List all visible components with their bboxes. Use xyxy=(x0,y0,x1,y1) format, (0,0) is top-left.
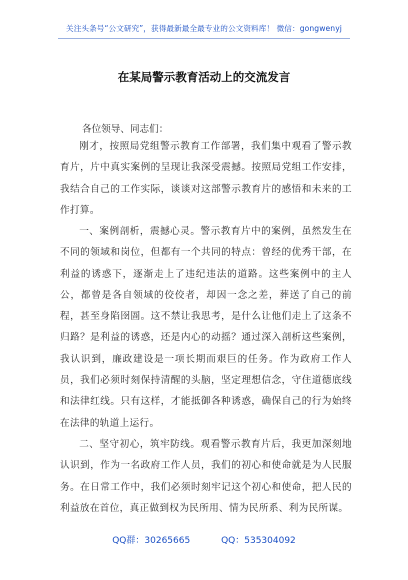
paragraph-section-two: 二、坚守初心，筑牢防线。观看警示教育片后，我更加深刻地认识到，作为一名政府工作人员，我们的初心和使命就是为人民服务。在日常工作中，我们必须时刻牢记这个初心和使命，把人民的利益放在首位，真正做到权为民所用、情为民所系、利为民所谋。 xyxy=(60,439,352,514)
header-banner: 关注头条号“公文研究”，获得最新最全最专业的公文资料库！ 微信：gongwenyj xyxy=(66,24,342,33)
paragraph-section-one: 一、案例剖析，震撼心灵。警示教育片中的案例，虽然发生在不同的领域和岗位，但都有一个共同的特点：曾经的优秀干部，在利益的诱惑下，逐渐走上了违纪违法的道路。这些案例中的主人公，都曾是各自领域的佼佼者，却因一念之差，葬送了自己的前程，甚至身陷囹圄。这不禁让我思考，是什么让他们走上了这条不归路？是利益的诱惑，还是内心的动摇？通过深入剖析这些案例，我认识到，廉政建设是一项长期而艰巨的任务。作为政府工作人员，我们必须时刻保持清醒的头脑，坚定理想信念，守住道德底线和法律红线。只有这样，才能抵御各种诱惑，确保自己的行为始终在法律的轨道上运行。 xyxy=(60,226,352,429)
paragraph-intro: 刚才，按照局党组警示教育工作部署，我们集中观看了警示教育片，片中真实案例的呈现让我深受震撼。按照局党组工作安排，我结合自己的工作实际，谈谈对这部警示教育片的感悟和未来的工作打算。 xyxy=(60,141,352,216)
footer-qq: QQ：535304092 xyxy=(221,536,296,546)
document-title: 在某局警示教育活动上的交流发言 xyxy=(117,70,291,84)
header-divider xyxy=(58,38,350,39)
footer-qq-group: QQ群：30265665 xyxy=(112,536,191,546)
footer-contact xyxy=(0,533,408,546)
salutation: 各位领导、同志们： xyxy=(82,124,169,135)
